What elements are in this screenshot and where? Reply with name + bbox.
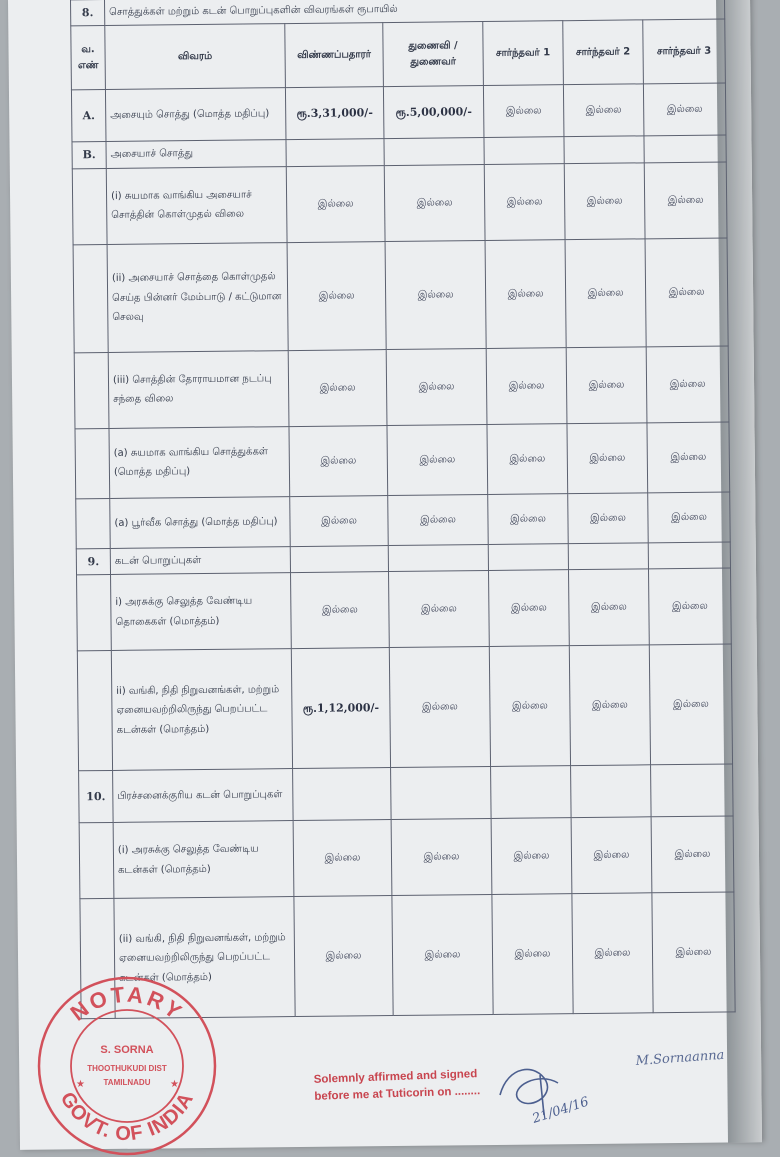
dependent-3-value: இல்லை <box>648 568 731 645</box>
spouse-value: ரூ.5,00,000/- <box>383 86 484 139</box>
star-icon: ★ <box>76 1079 85 1090</box>
dependent-3-value: இல்லை <box>649 644 732 765</box>
dependent-2-value: இல்லை <box>567 423 648 494</box>
header-dependent-1: சார்ந்தவர் 1 <box>483 21 564 86</box>
table-row <box>71 83 726 142</box>
row-label: (ii) வங்கி, நிதி நிறுவனங்கள், மற்றும் ஏனையவற்றிலிருந்து பெறப்பட்ட கடன்கள் (மொத்தம்) <box>114 897 295 1019</box>
spouse-value: இல்லை <box>388 494 489 545</box>
header-serial: வ. எண் <box>71 26 106 90</box>
header-applicant: விண்ணப்பதாரர் <box>285 23 384 88</box>
seal-top-text: NOTARY <box>65 981 189 1026</box>
seal-bottom-text: GOVT. OF INDIA <box>55 1088 199 1146</box>
star-icon: ★ <box>170 1079 179 1090</box>
section-title: சொத்துக்கள் மற்றும் கடன் பொறுப்புகளின் விவரங்கள் ரூபாயில் <box>104 0 724 26</box>
applicant-value: இல்லை <box>286 165 385 242</box>
affirmation-line-1: Solemnly affirmed and signed <box>313 1068 478 1086</box>
row-label: ii) வங்கி, நிதி நிறுவனங்கள், மற்றும் ஏனையவற்றிலிருந்து பெறப்பட்ட கடன்கள் (மொத்தம்) <box>111 649 292 771</box>
dependent-2-value: இல்லை <box>572 893 653 1014</box>
row-label: (ii) அசையாச் சொத்தை கொள்முதல் செய்த பின்னர் மேம்பாடு / கட்டுமான செலவு <box>107 242 288 352</box>
header-dependent-3: சார்ந்தவர் 3 <box>643 19 726 84</box>
dependent-1-value: இல்லை <box>485 240 566 349</box>
row-label: பிரச்சனைக்குரிய கடன் பொறுப்புகள் <box>113 769 294 823</box>
applicant-value: ரூ.1,12,000/- <box>291 648 390 769</box>
table-row <box>76 492 731 549</box>
seal-name: S. SORNA <box>100 1044 154 1056</box>
dependent-3-value: இல்லை <box>645 238 728 347</box>
dependent-1-value: இல்லை <box>492 894 573 1015</box>
row-label: i) அரசுக்கு செலுத்த வேண்டிய தொகைகள் (மொத்தம்) <box>111 573 292 651</box>
dependent-3-value: இல்லை <box>643 83 726 136</box>
dependent-2-value: இல்லை <box>568 493 649 544</box>
applicant-value: இல்லை <box>289 425 388 496</box>
dependent-1-value: இல்லை <box>487 424 568 495</box>
dependent-1-value: இல்லை <box>489 570 570 647</box>
dependent-3-value: இல்லை <box>644 162 727 239</box>
dependent-1-value: இல்லை <box>488 494 569 545</box>
spouse-value: இல்லை <box>384 164 485 241</box>
row-label: அசையாச் சொத்து <box>106 140 286 168</box>
row-number: 9. <box>76 548 110 575</box>
signature-name: M.Sornaanna <box>635 1047 725 1069</box>
table-row <box>74 346 729 429</box>
spouse-value: இல்லை <box>385 240 486 349</box>
asset-liability-table <box>70 0 736 1020</box>
header-row <box>71 19 726 90</box>
row-label: (i) சுயமாக வாங்கிய அசையாச் சொத்தின் கொள்முதல் விலை <box>106 166 287 244</box>
dependent-1-value: இல்லை <box>483 85 564 138</box>
dependent-3-value: இல்லை <box>646 346 729 423</box>
dependent-2-value: இல்லை <box>571 817 652 894</box>
seal-state: TAMILNADU <box>103 1078 151 1087</box>
dependent-1-value: இல்லை <box>484 164 565 241</box>
table-row <box>73 238 728 353</box>
dependent-2-value: இல்லை <box>568 569 649 646</box>
affirmation-line-2: before me at Tuticorin on ........ <box>314 1084 481 1103</box>
row-label: அசையும் சொத்து (மொத்த மதிப்பு) <box>105 88 286 142</box>
row-label: (a) சுயமாக வாங்கிய சொத்துக்கள் (மொத்த மதிப்பு) <box>109 426 290 498</box>
applicant-value: இல்லை <box>293 820 392 897</box>
dependent-2-value: இல்லை <box>564 163 645 240</box>
row-label: (a) பூர்வீக சொத்து (மொத்த மதிப்பு) <box>110 496 291 548</box>
signature <box>488 1025 768 1135</box>
table-row <box>79 816 734 899</box>
dependent-3-value: இல்லை <box>648 492 731 543</box>
applicant-value: இல்லை <box>288 349 387 426</box>
dependent-3-value: இல்லை <box>647 422 730 493</box>
spouse-value: இல்லை <box>389 647 490 768</box>
row-label: (i) அரசுக்கு செலுத்த வேண்டிய கடன்கள் (மொத்தம்) <box>113 821 294 899</box>
spouse-value: இல்லை <box>392 895 493 1016</box>
seal-district: THOOTHUKUDI DIST <box>87 1064 167 1073</box>
signature-date: 21/04/16 <box>530 1094 591 1127</box>
header-description: விவரம் <box>105 24 286 90</box>
table-row <box>77 644 732 771</box>
dependent-1-value: இல்லை <box>486 348 567 425</box>
dependent-3-value: இல்லை <box>651 816 734 893</box>
header-dependent-2: சார்ந்தவர் 2 <box>563 20 644 85</box>
dependent-2-value: இல்லை <box>563 84 644 137</box>
applicant-value: இல்லை <box>294 896 393 1017</box>
section-number: 8. <box>71 0 105 26</box>
row-number: 10. <box>79 771 114 823</box>
dependent-3-value: இல்லை <box>652 892 735 1013</box>
affirmation-text <box>313 1066 480 1105</box>
dependent-2-value: இல்லை <box>566 347 647 424</box>
table-row <box>72 162 727 245</box>
table-row <box>75 422 730 499</box>
row-label: (iii) சொத்தின் தோராயமான நடப்பு சந்தை விலை <box>108 350 289 428</box>
table-row <box>79 764 734 823</box>
notary-seal <box>36 975 218 1157</box>
dependent-1-value: இல்லை <box>491 818 572 895</box>
applicant-value: இல்லை <box>287 241 386 350</box>
row-number: B. <box>72 142 106 169</box>
row-label: கடன் பொறுப்புகள் <box>110 546 290 574</box>
applicant-value: இல்லை <box>290 495 389 546</box>
table-row <box>77 568 732 651</box>
applicant-value: இல்லை <box>291 572 390 649</box>
header-spouse: துணைவி / துணைவர் <box>383 22 484 87</box>
dependent-2-value: இல்லை <box>569 645 650 766</box>
spouse-value: இல்லை <box>386 348 487 425</box>
applicant-value: ரூ.3,31,000/- <box>285 87 384 140</box>
spouse-value: இல்லை <box>391 819 492 896</box>
row-number: A. <box>71 90 106 142</box>
spouse-value: இல்லை <box>387 424 488 495</box>
dependent-1-value: இல்லை <box>489 646 570 767</box>
dependent-2-value: இல்லை <box>565 239 646 348</box>
spouse-value: இல்லை <box>389 571 490 648</box>
